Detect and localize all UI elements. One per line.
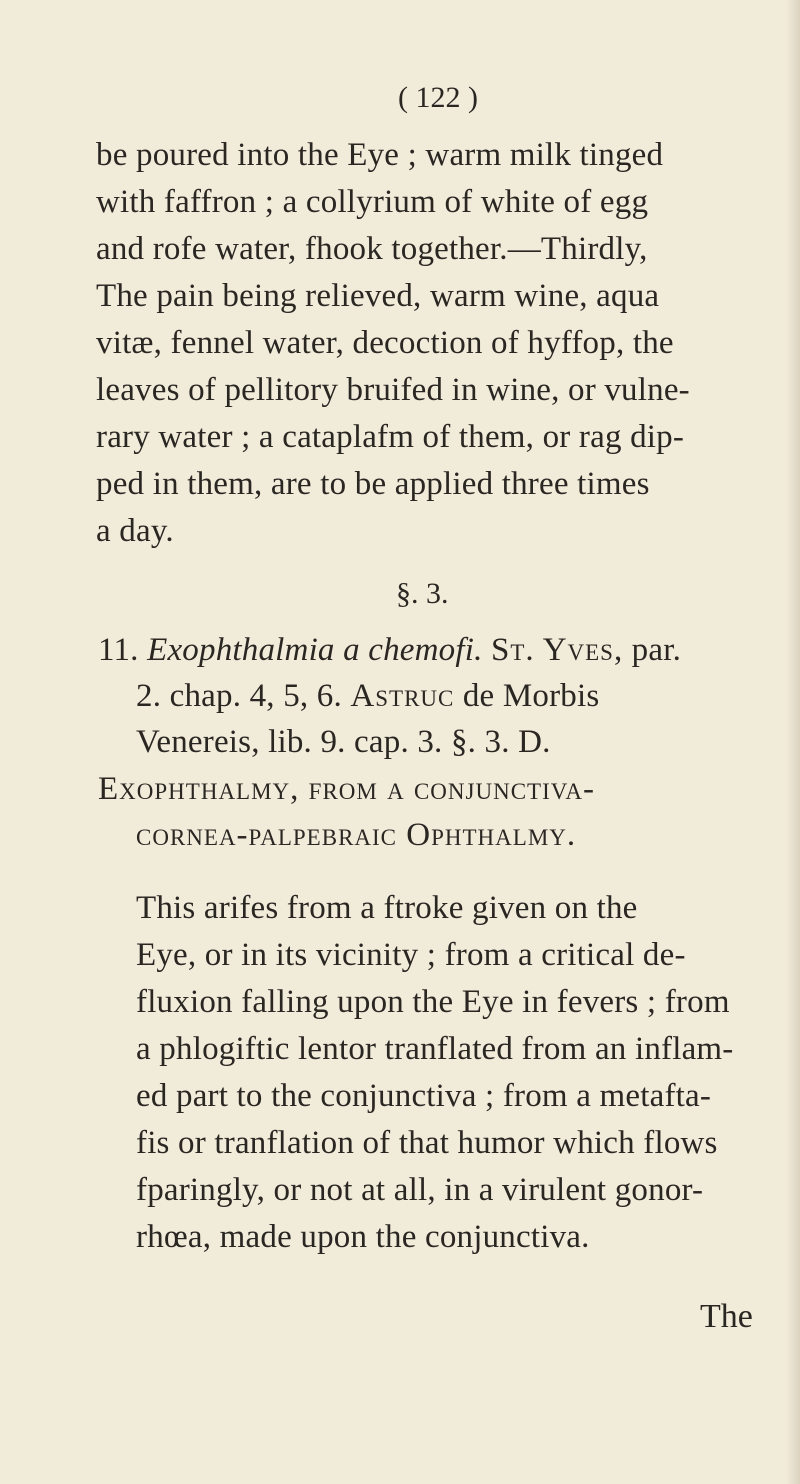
section-mark: §. 3.	[396, 577, 449, 610]
text-line: a day.	[96, 513, 174, 549]
text-line: be poured into the Eye ; warm milk tinged	[96, 137, 664, 173]
entry-ref: par.	[623, 632, 682, 668]
entry-ref: 2. chap. 4, 5, 6.	[136, 678, 351, 714]
text-line: a phlogiftic lentor tranflated from an inflam-	[136, 1031, 734, 1067]
text-line: fluxion falling upon the Eye in fevers ; from	[136, 984, 730, 1020]
entry-line-1	[98, 630, 681, 670]
entry-title: Exophthalmia a chemofi.	[147, 632, 483, 668]
author-name: Astruc	[350, 678, 455, 714]
entry-number: 11.	[98, 632, 139, 668]
text-line: rary water ; a cataplafm of them, or rag dip-	[96, 419, 685, 455]
text-line: vitæ, fennel water, decoction of hyffop, the	[96, 325, 674, 361]
catchword: The	[700, 1298, 753, 1335]
page-edge-shadow	[786, 0, 800, 1484]
entry-line-2	[136, 676, 599, 716]
entry-ref: de Morbis	[454, 678, 600, 714]
entry-line-3: Venereis, lib. 9. cap. 3. §. 3. D.	[136, 724, 551, 760]
text-line: This arifes from a ftroke given on the	[136, 890, 638, 926]
text-line: ed part to the conjunctiva ; from a metafta-	[136, 1078, 712, 1114]
text-line: The pain being relieved, warm wine, aqua	[96, 278, 660, 314]
page-number: ( 122 )	[398, 81, 478, 114]
text-line: Eye, or in its vicinity ; from a critical de-	[136, 937, 686, 973]
text-line: rhœa, made upon the conjunctiva.	[136, 1219, 590, 1255]
text-line: fis or tranflation of that humor which flows	[136, 1125, 718, 1161]
text-line: ped in them, are to be applied three times	[96, 466, 650, 502]
text-line: leaves of pellitory bruifed in wine, or vulne-	[96, 372, 690, 408]
author-name: St. Yves,	[491, 632, 624, 668]
entry-heading-2: cornea-palpebraic Ophthalmy.	[136, 817, 577, 853]
text-line: and rofe water, fhook together.—Thirdly,	[96, 231, 648, 267]
entry-heading-1: Exophthalmy, from a conjunctiva-	[98, 771, 595, 807]
text-line: with faffron ; a collyrium of white of egg	[96, 184, 649, 220]
text-line: fparingly, or not at all, in a virulent gonor-	[136, 1172, 704, 1208]
